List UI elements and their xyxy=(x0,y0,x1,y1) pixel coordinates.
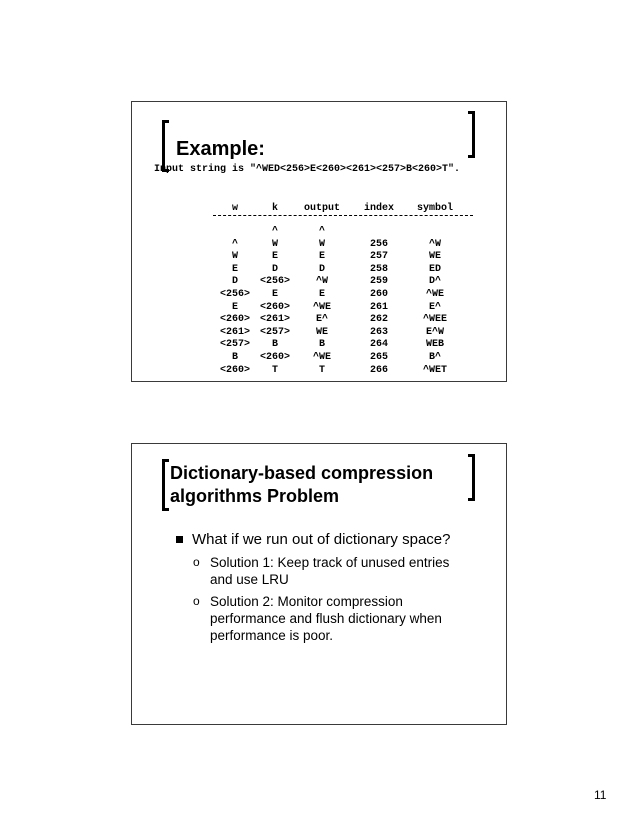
table-header-cell: w xyxy=(231,203,239,214)
table-cell: 262 xyxy=(369,314,389,326)
sub-bullet-line: and use LRU xyxy=(210,572,289,587)
slide-dictionary-problem xyxy=(131,443,507,725)
table-cell: <260> xyxy=(259,301,291,313)
table-cell: 264 xyxy=(369,339,389,351)
table-cell: T xyxy=(318,364,326,376)
table-cell: E xyxy=(231,301,239,313)
table-header-divider xyxy=(213,215,473,216)
sub-bullet-line: Solution 2: Monitor compression xyxy=(210,594,403,609)
table-cell: ^WE xyxy=(312,352,332,363)
table-cell: ^WE xyxy=(312,301,332,313)
table-cell: ED xyxy=(428,263,442,275)
table-cell: <257> xyxy=(259,326,291,338)
table-cell: 258 xyxy=(369,263,389,275)
sub-bullet-line: performance and flush dictionary when xyxy=(210,611,442,626)
table-cell: WEB xyxy=(425,339,445,351)
sub-bullet-line: performance is poor. xyxy=(210,628,334,643)
sub-bullet-line: Solution 1: Keep track of unused entries xyxy=(210,555,450,570)
table-cell: B xyxy=(231,352,239,363)
table-cell: <260> xyxy=(219,314,251,326)
bullet-square-icon xyxy=(176,536,183,543)
input-string-line: Input string is "^WED<256>E<260><261><257>B<260>T". xyxy=(154,164,461,175)
table-cell: 256 xyxy=(369,238,389,250)
table-cell: ^WEE xyxy=(422,314,448,326)
table-cell: <261> xyxy=(219,326,251,338)
bullet-item: What if we run out of dictionary space? xyxy=(192,531,451,548)
table-cell: D xyxy=(271,263,279,275)
sub-bullet-circle-icon: o xyxy=(193,594,200,608)
lzw-table xyxy=(132,102,508,383)
table-cell: <256> xyxy=(259,276,291,288)
table-cell: WE xyxy=(315,326,329,338)
table-cell: E xyxy=(318,289,326,300)
table-header-cell: symbol xyxy=(416,203,454,214)
table-cell: E^ xyxy=(428,301,442,313)
table-cell: ^W xyxy=(315,276,329,288)
table-cell: E^ xyxy=(315,314,329,326)
table-cell: E xyxy=(271,289,279,300)
table-cell: 259 xyxy=(369,276,389,288)
table-cell: 266 xyxy=(369,364,389,376)
table-cell: ^WET xyxy=(422,364,448,376)
table-cell: E xyxy=(271,251,279,263)
table-cell: W xyxy=(231,251,239,263)
slide-title-line1: Dictionary-based compression xyxy=(170,463,434,483)
sub-bullet-item xyxy=(210,554,449,588)
slide-title-line2: algorithms Problem xyxy=(170,486,340,506)
table-cell: ^WE xyxy=(425,289,445,300)
table-cell: W xyxy=(271,238,279,250)
table-cell: E xyxy=(318,251,326,263)
title-bracket-left xyxy=(162,459,169,511)
table-cell: 260 xyxy=(369,289,389,300)
title-bracket-right xyxy=(468,454,475,501)
table-cell: <260> xyxy=(219,364,251,376)
table-cell: E xyxy=(231,263,239,275)
table-cell: <257> xyxy=(219,339,251,351)
table-cell: 261 xyxy=(369,301,389,313)
table-cell: D xyxy=(318,263,326,275)
table-cell: ^ xyxy=(318,226,326,237)
table-cell: ^ xyxy=(231,238,239,250)
table-cell: <261> xyxy=(259,314,291,326)
table-cell: W xyxy=(318,238,326,250)
table-cell: ^ xyxy=(271,226,279,237)
sub-bullet-circle-icon: o xyxy=(193,555,200,569)
table-header-cell: output xyxy=(303,203,341,214)
table-cell: E^W xyxy=(425,326,445,338)
table-cell: 265 xyxy=(369,352,389,363)
slide-example xyxy=(131,101,507,382)
table-cell: <260> xyxy=(259,352,291,363)
table-cell: T xyxy=(271,364,279,376)
table-header-cell: index xyxy=(363,203,395,214)
table-cell: 257 xyxy=(369,251,389,263)
table-cell: ^W xyxy=(428,238,442,250)
sub-bullet-item xyxy=(210,593,442,644)
table-cell: WE xyxy=(428,251,442,263)
slide-title xyxy=(170,462,433,508)
table-cell: 263 xyxy=(369,326,389,338)
table-cell: D^ xyxy=(428,276,442,288)
slide-title: Example: xyxy=(176,138,265,160)
page-number: 11 xyxy=(594,788,607,802)
table-cell: B xyxy=(271,339,279,351)
table-cell: D xyxy=(231,276,239,288)
table-cell: B xyxy=(318,339,326,351)
table-cell: <256> xyxy=(219,289,251,300)
table-cell: B^ xyxy=(428,352,442,363)
table-header-cell: k xyxy=(271,203,279,214)
